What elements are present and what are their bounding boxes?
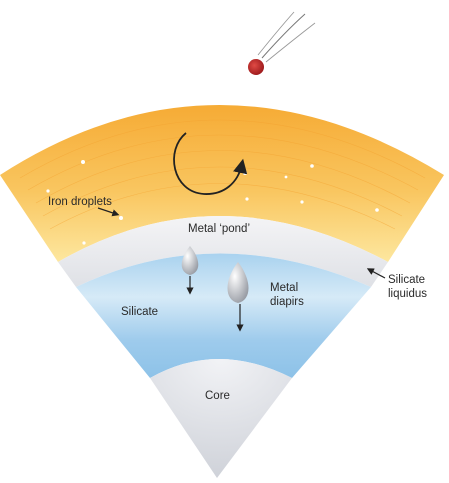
silicate-label: Silicate bbox=[121, 306, 159, 318]
metal-diapirs-label-line2: diapirs bbox=[270, 296, 304, 308]
iron-droplets-label: Iron droplets bbox=[48, 196, 112, 208]
silicate-liquidus-label-line1: Silicate bbox=[388, 274, 426, 286]
impactor-icon bbox=[248, 12, 315, 75]
core-label: Core bbox=[205, 390, 230, 402]
metal-diapirs-label-line1: Metal bbox=[270, 282, 299, 294]
core-region bbox=[150, 359, 292, 478]
silicate-liquidus-label-line2: liquidus bbox=[388, 288, 427, 300]
metal-pond-label: Metal ‘pond’ bbox=[188, 223, 251, 235]
